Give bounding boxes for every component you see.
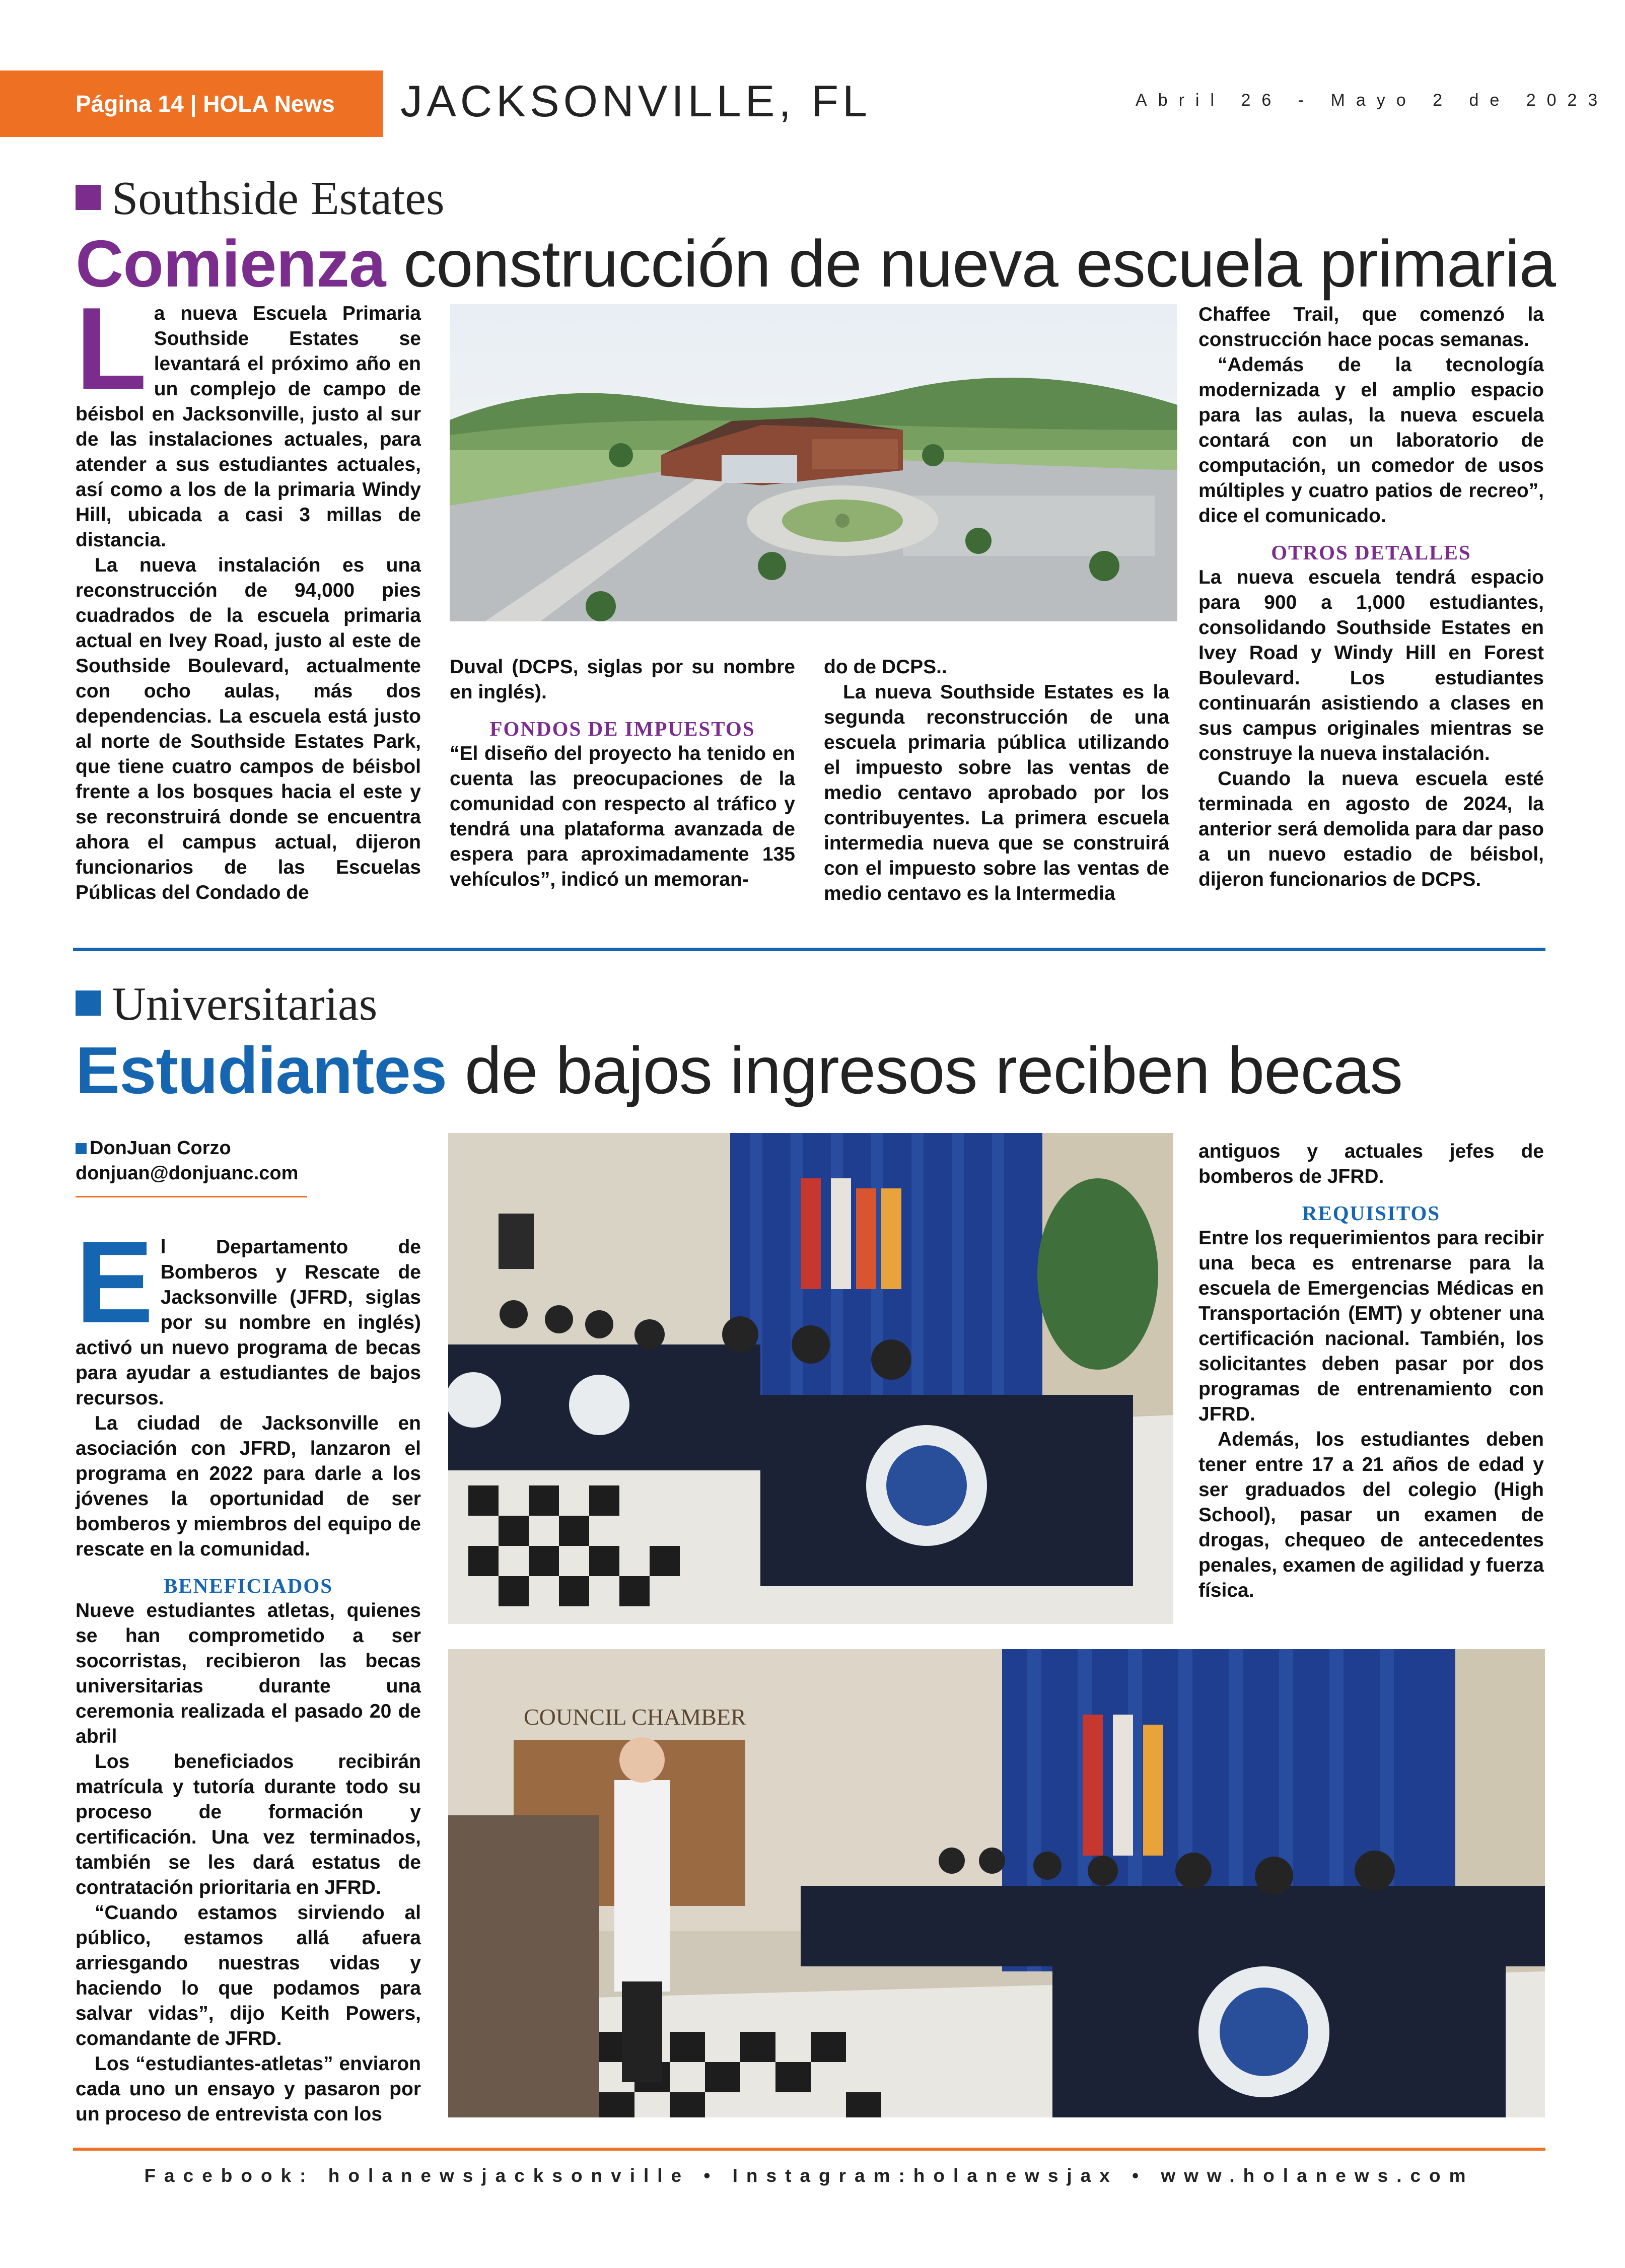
article1-kicker-text: Southside Estates bbox=[112, 172, 445, 225]
page-label: Página 14 | HOLA News bbox=[76, 91, 335, 117]
article2-paragraph: antiguos y actuales jefes de bomberos de JFRD. bbox=[1198, 1141, 1544, 1187]
footer-social-links[interactable]: Facebook: holanewsjacksonville • Instagram:holanewsjax • www.holanews.com bbox=[144, 2165, 1474, 2186]
section-divider bbox=[73, 948, 1545, 951]
article1-headline bbox=[76, 226, 1556, 302]
article2-paragraph: La ciudad de Jacksonville en asociación con JFRD, lanzaron el programa en 2022 para darle a los jóvenes la oportunidad de ser bomberos y miembros del equipo de rescate en la comunidad. bbox=[76, 1412, 421, 1560]
article1-paragraph: Duval (DCPS, siglas por su nombre en inglés). bbox=[450, 656, 795, 703]
article1-paragraph: a nueva Escuela Primaria Southside Estates se levantará el próximo año en un complejo de campo de béisbol en Jacksonville, justo al sur de las instalaciones actuales, para atender a sus estudiantes actuales, así como a los de la primaria Windy Hill, ubicada a casi 3 millas de distancia. bbox=[76, 303, 421, 551]
article2-column-3 bbox=[1198, 1139, 1544, 1603]
article2-headline bbox=[76, 1032, 1402, 1108]
article1-headline-rest: construcción de nueva escuela primaria bbox=[385, 227, 1556, 301]
byline-underline bbox=[76, 1196, 307, 1197]
article2-byline bbox=[76, 1136, 421, 1197]
article2-paragraph: Los “estudiantes-atletas” enviaron cada uno un ensayo y pasaron por un proceso de entrevista con los bbox=[76, 2053, 421, 2125]
article2-subhead-beneficiados: BENEFICIADOS bbox=[163, 1574, 333, 1597]
article2-paragraph: Nueve estudiantes atletas, quienes se han comprometido a ser socorristas, recibieron las becas universitarias durante una ceremonia realizada el pasado 20 de abril bbox=[76, 1600, 421, 1747]
article1-subhead-otros: OTROS DETALLES bbox=[1271, 541, 1471, 564]
issue-date: Abril 26 - Mayo 2 de 2023 bbox=[1136, 91, 1609, 110]
article2-paragraph: “Cuando estamos sirviendo al público, estamos allá afuera arriesgando nuestras vidas y haciendo lo que podamos para salvar vidas”, dijo Keith Powers, comandante de JFRD. bbox=[76, 1902, 421, 2049]
article1-paragraph: La nueva Southside Estates es la segunda reconstrucción de una escuela primaria pública utilizando el impuesto sobre las ventas de medio centavo aprobado por los contribuyentes. La primera escuela intermedia nueva que se construirá con el impuesto sobre las ventas de medio centavo es la Intermedia bbox=[824, 681, 1169, 904]
kicker-square-icon bbox=[76, 990, 101, 1016]
article2-dropcap: E bbox=[76, 1217, 154, 1348]
article1-paragraph: “Además de la tecnología modernizada y el amplio espacio para las aulas, la nueva escuela contará con un laboratorio de computación, un comedor de usos múltiples y cuatro patios de recreo”, dice el comunicado. bbox=[1198, 354, 1544, 527]
article2-column-1 bbox=[76, 1217, 421, 2127]
article2-headline-accent: Estudiantes bbox=[76, 1033, 447, 1107]
byline-email[interactable]: donjuan@donjuanc.com bbox=[76, 1163, 299, 1184]
city-title: JACKSONVILLE, FL bbox=[400, 76, 871, 126]
article2-subhead-requisitos: REQUISITOS bbox=[1302, 1201, 1441, 1225]
byline-square-icon bbox=[76, 1143, 87, 1154]
article1-paragraph: La nueva escuela tendrá espacio para 900 a 1,000 estudiantes, consolidando Southside Estates en Ivey Road y Windy Hill en Forest Boulevard. Los estudiantes continuarán asistiendo a clases en sus campus originales mientras se construye la nueva instalación. bbox=[1198, 566, 1544, 764]
article2-headline-rest: de bajos ingresos reciben becas bbox=[447, 1033, 1403, 1107]
byline-name: DonJuan Corzo bbox=[90, 1138, 231, 1159]
article1-paragraph: La nueva instalación es una reconstrucción de 94,000 pies cuadrados de la escuela primaria actual en Ivey Road, justo al este de Southside Boulevard, actualmente con ocho aulas, más dos dependencias. La escuela está justo al norte de Southside Estates Park, que tiene cuatro campos de béisbol frente a los bosques hacia el este y se reconstruirá donde se encuentra ahora el campus actual, dijeron funcionarios de las Escuelas Públicas del Condado de bbox=[76, 554, 421, 903]
kicker-square-icon bbox=[76, 185, 101, 210]
article2-kicker-text: Universitarias bbox=[112, 978, 378, 1030]
article1-column-1 bbox=[76, 284, 421, 905]
article2-paragraph: l Departamento de Bomberos y Rescate de Jacksonville (JFRD, siglas por su nombre en inglés) activó un nuevo programa de becas para ayudar a estudiantes de bajos recursos. bbox=[76, 1236, 421, 1409]
article1-column-3 bbox=[824, 655, 1169, 906]
council-chamber-sign: COUNCIL CHAMBER bbox=[524, 1704, 746, 1730]
article2-paragraph: Además, los estudiantes deben tener entre 17 a 21 años de edad y ser graduados del colegio (High School), pasar un examen de drogas, chequeo de antecedentes penales, examen de agilidad y fuerza física. bbox=[1198, 1429, 1544, 1601]
footer-rule bbox=[73, 2148, 1545, 2151]
article1-headline-accent: Comienza bbox=[76, 227, 386, 301]
article2-kicker bbox=[76, 977, 377, 1031]
article1-dropcap: L bbox=[76, 284, 147, 414]
article1-paragraph: Chaffee Trail, que comenzó la construcción hace pocas semanas. bbox=[1198, 304, 1544, 350]
page-number-tab bbox=[0, 70, 383, 137]
article1-subhead-fondos: FONDOS DE IMPUESTOS bbox=[489, 717, 755, 740]
article2-paragraph: Los beneficiados recibirán matrícula y tutoría durante todo su proceso de formación y certificación. Una vez terminados, también se les dará estatus de contratación prioritaria en JFRD. bbox=[76, 1751, 421, 1898]
article1-paragraph: do de DCPS.. bbox=[824, 656, 947, 678]
council-chamber-photo bbox=[448, 1649, 1545, 2117]
signing-ceremony-photo bbox=[448, 1133, 1173, 1624]
article1-paragraph: “El diseño del proyecto ha tenido en cuenta las preocupaciones de la comunidad con respecto al tráfico y tendrá una plataforma avanzada de espera para aproximadamente 135 vehículos”, indicó un memoran- bbox=[450, 743, 795, 890]
article1-paragraph: Cuando la nueva escuela esté terminada en agosto de 2024, la anterior será demolida para dar paso a un nuevo estadio de béisbol, dijeron funcionarios de DCPS. bbox=[1198, 768, 1544, 890]
article1-column-2 bbox=[450, 655, 795, 892]
article2-paragraph: Entre los requerimientos para recibir una beca es entrenarse para la escuela de Emergencias Médicas en Transportación (EMT) y obtener una certificación nacional. También, los solicitantes deben pasar por dos programas de entrenamiento con JFRD. bbox=[1198, 1227, 1544, 1425]
article1-kicker bbox=[76, 171, 445, 226]
school-rendering-photo bbox=[450, 304, 1177, 621]
article1-column-4 bbox=[1198, 302, 1544, 892]
